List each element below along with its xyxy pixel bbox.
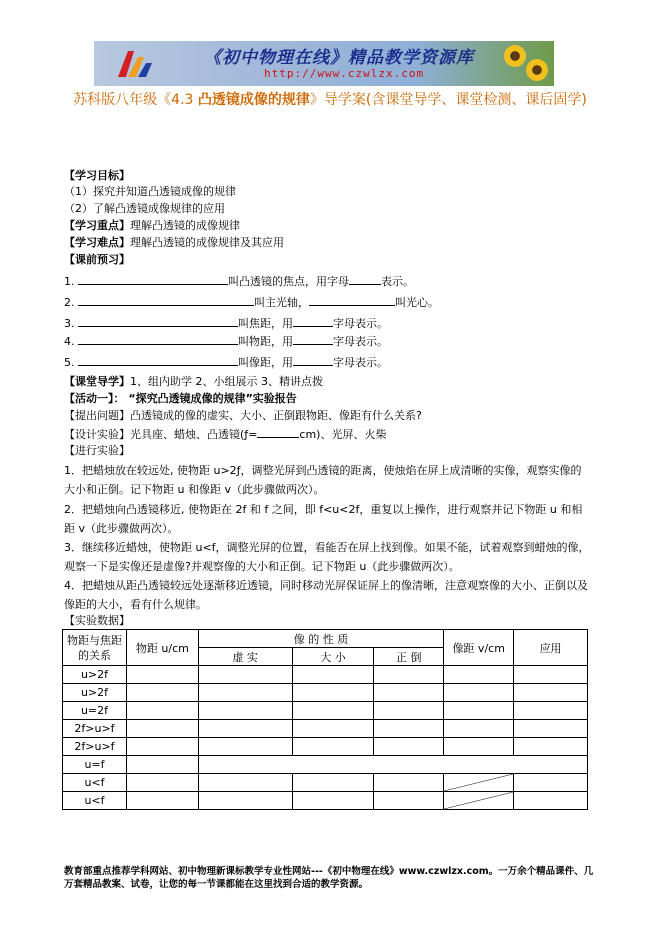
table-row: u>2f [63, 684, 588, 702]
sunflower-image [504, 45, 526, 67]
header-object-distance: 物距 u/cm [126, 630, 198, 666]
fill-blank[interactable] [293, 333, 333, 345]
banner-url[interactable]: http://www.czwlzx.com [264, 67, 425, 80]
step-paragraph: 4．把蜡烛从距凸透镜较远处逐渐移近透镜，同时移动光屏保证屏上的像清晰，注意观察像的大小、正倒以及像距的大小，看有什么规律。 [64, 579, 588, 611]
preview-item: 3. 叫焦距，用 字母表示。 [64, 317, 388, 330]
fill-blank[interactable] [349, 273, 381, 285]
goals-heading: 【学习目标】 [64, 169, 130, 182]
crossed-out-cell [444, 792, 514, 810]
fill-blank[interactable] [78, 273, 228, 285]
step-paragraph: 2．把蜡烛向凸透镜移近, 使物距在 2f 和 f 之间，即 f<u<2f，重复以上操作，进行观察并记下物距 u 和相距 v（此步骤做两次）。 [64, 503, 583, 535]
sunflower-image [526, 59, 548, 81]
header-relation: 物距与焦距的关系 [63, 630, 127, 666]
document-title: 苏科版八年级《4.3 凸透镜成像的规律》导学案(含课堂导学、课堂检测、课后固学) [73, 92, 587, 108]
header-image-nature: 像 的 性 质 [198, 630, 443, 648]
fill-blank[interactable] [78, 315, 238, 327]
goal-item: （1）探究并知道凸透镜成像的规律 [64, 185, 236, 198]
table-heading: 【实验数据】 [64, 614, 130, 627]
guide-line: 【课堂导学】1、组内助学 2、小组展示 3、精讲点拨 [64, 375, 323, 388]
header-size: 大 小 [292, 648, 374, 666]
question-line: 【提出问题】凸透镜成的像的虚实、大小、正倒跟物距、像距有什么关系? [64, 409, 422, 422]
table-row: u=f [63, 756, 588, 774]
header-real-virtual: 虚 实 [198, 648, 292, 666]
fill-blank[interactable] [78, 333, 238, 345]
banner-title: 《初中物理在线》精品教学资源库 [204, 48, 474, 68]
table-row: u>2f [63, 666, 588, 684]
table-row: 2f>u>f [63, 738, 588, 756]
site-logo [114, 47, 158, 81]
table-row: u=2f [63, 702, 588, 720]
header-banner [94, 41, 554, 86]
fill-blank[interactable] [309, 294, 395, 306]
table-row: u<f [63, 774, 588, 792]
fill-blank[interactable] [257, 426, 299, 438]
preview-item: 4. 叫物距，用 字母表示。 [64, 335, 388, 348]
fill-blank[interactable] [293, 354, 333, 366]
fill-blank[interactable] [78, 354, 238, 366]
activity-line: 【活动一】： “探究凸透镜成像的规律”实验报告 [64, 392, 297, 405]
goal-item: （2）了解凸透镜成像规律的应用 [64, 202, 225, 215]
design-line: 【设计实验】光具座、蜡烛、凸透镜(ƒ= cm)、光屏、火柴 [64, 428, 387, 441]
experiment-heading: 【进行实验】 [64, 444, 130, 457]
crossed-out-cell [444, 774, 514, 792]
header-image-distance: 像距 v/cm [444, 630, 514, 666]
step-paragraph: 3．继续移近蜡烛，使物距 u<f，调整光屏的位置，看能否在屏上找到像。如果不能，试着观察到蜡烛的像，观察一下是实像还是虚像?并观察像的大小和正倒。记下物距 u（此步骤做两次）。 [64, 541, 590, 573]
preview-heading: 【课前预习】 [64, 253, 130, 266]
step-paragraph: 1．把蜡烛放在较远处, 使物距 u>2ƒ，调整光屏到凸透镜的距离，使烛焰在屏上成清晰的实像，观察实像的大小和正倒。记下物距 u 和像距 v（此步骤做两次）。 [64, 464, 582, 496]
fill-blank[interactable] [293, 315, 333, 327]
preview-item: 2. 叫主光轴， 叫光心。 [64, 296, 439, 309]
header-orientation: 正 倒 [374, 648, 444, 666]
header-application: 应用 [514, 630, 588, 666]
difficult-point: 【学习难点】理解凸透镜的成像规律及其应用 [64, 236, 284, 249]
data-table [62, 629, 588, 810]
table-row: u<f [63, 792, 588, 810]
key-point: 【学习重点】理解凸透镜的成像规律 [64, 219, 240, 232]
table-row: 2f>u>f [63, 720, 588, 738]
preview-item: 5. 叫像距，用 字母表示。 [64, 356, 388, 369]
fill-blank[interactable] [78, 294, 254, 306]
footer-note: 教育部重点推荐学科网站、初中物理新课标教学专业性网站---《初中物理在线》www.czwlzx.com。一万余个精品课件、几万套精品教案、试卷，让您的每一节课都能在这里找到合适的教学资源。 [64, 866, 594, 890]
preview-item: 1. 叫凸透镜的焦点，用字母 表示。 [64, 275, 414, 288]
